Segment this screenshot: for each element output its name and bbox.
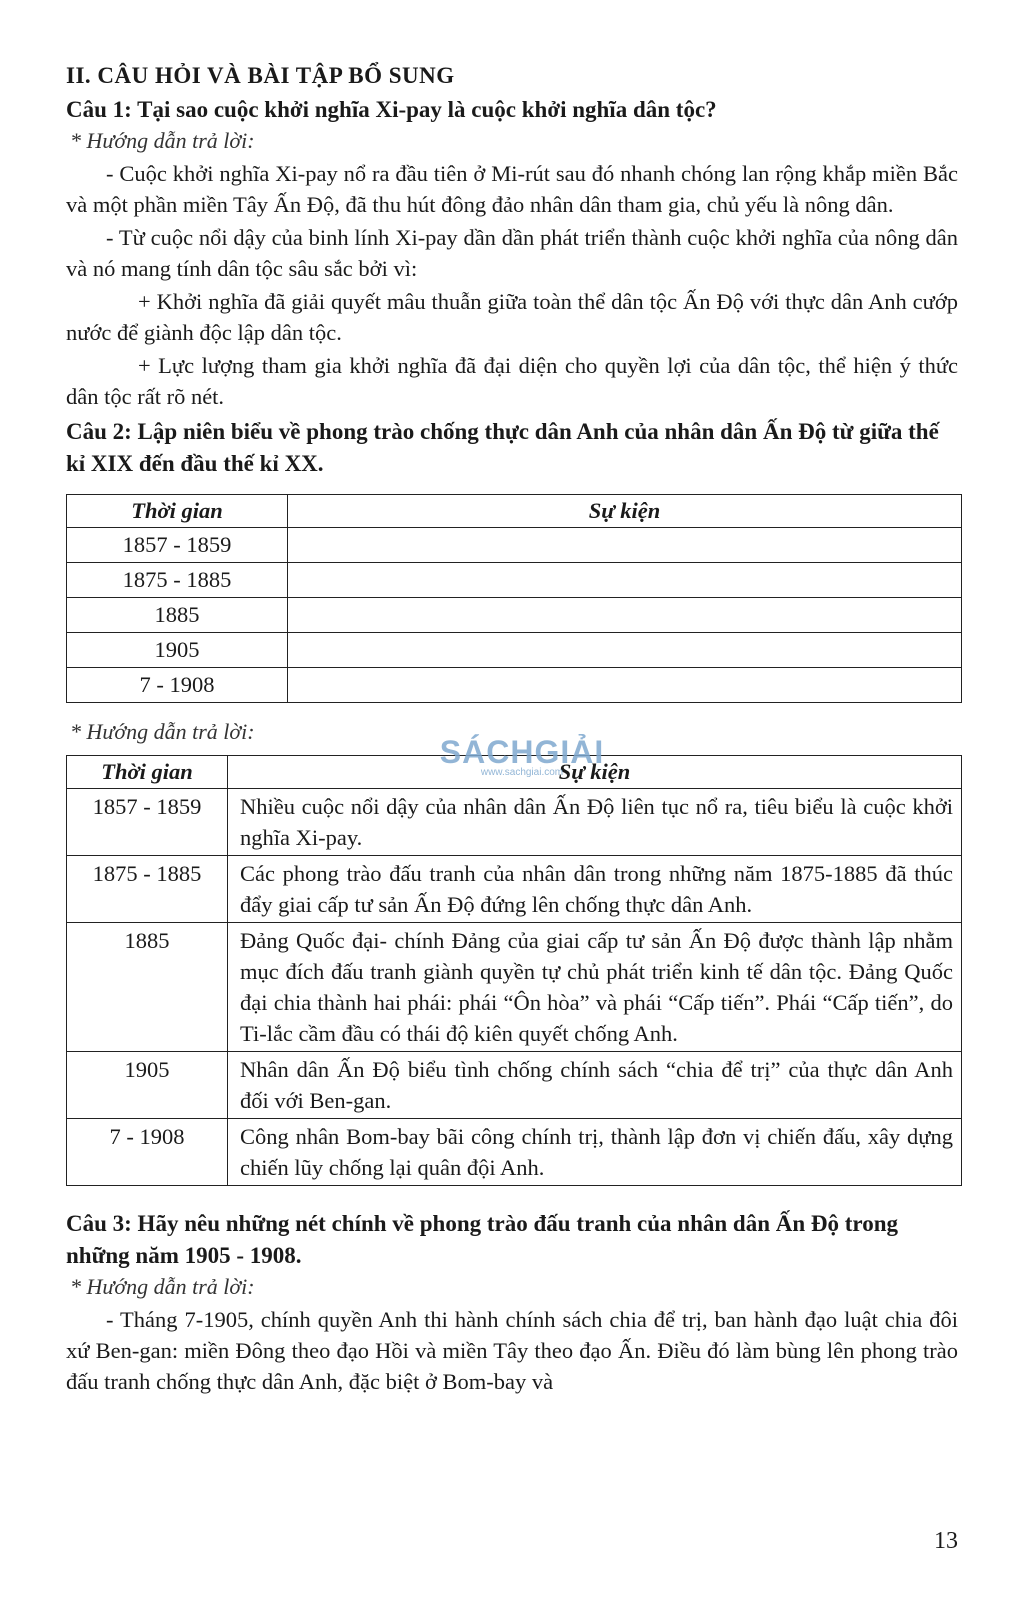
time-cell: 1875 - 1885 (67, 563, 288, 598)
time-cell: 1857 - 1859 (67, 528, 288, 563)
header-event: Sự kiện (228, 756, 962, 789)
question-2-title: Câu 2: Lập niên biểu về phong trào chống thực dân Anh của nhân dân Ấn Độ từ giữa thế kỉ XIX đến đầu thế kỉ XX. (66, 419, 939, 476)
table-row (67, 1119, 962, 1186)
question-1-paragraph: - Từ cuộc nổi dậy của binh lính Xi-pay dần dần phát triển thành cuộc khởi nghĩa của nông dân và nó mang tính dân tộc sâu sắc bởi vì: (66, 225, 958, 281)
question-3-title: Câu 3: Hãy nêu những nét chính về phong trào đấu tranh của nhân dân Ấn Độ trong những năm 1905 - 1908. (66, 1211, 898, 1268)
time-cell: 7 - 1908 (67, 1119, 228, 1186)
watermark-brand: SÁCHGIẢI (439, 734, 605, 770)
time-cell: 1885 (67, 923, 228, 1052)
answer-timeline-table (66, 755, 962, 1186)
time-cell: 1905 (67, 633, 288, 668)
table-row (67, 633, 962, 668)
blank-timeline-table (66, 494, 962, 703)
watermark-site: www.sachgiai.com (480, 767, 564, 778)
question-1-guide: * Hướng dẫn trả lời: (70, 128, 255, 153)
event-cell: Công nhân Bom-bay bãi công chính trị, thành lập đơn vị chiến đấu, xây dựng chiến lũy chống lại quân đội Anh. (228, 1119, 962, 1186)
event-cell: Nhân dân Ấn Độ biểu tình chống chính sách “chia để trị” của thực dân Anh đối với Ben-gan. (228, 1052, 962, 1119)
question-1-title: Câu 1: Tại sao cuộc khởi nghĩa Xi-pay là cuộc khởi nghĩa dân tộc? (66, 97, 717, 122)
question-2-guide: * Hướng dẫn trả lời: (70, 719, 255, 744)
header-time: Thời gian (67, 756, 228, 789)
section-title: II. CÂU HỎI VÀ BÀI TẬP BỔ SUNG (66, 63, 455, 88)
table-header-row (67, 495, 962, 528)
question-1-paragraph: + Khởi nghĩa đã giải quyết mâu thuẫn giữa toàn thể dân tộc Ấn Độ với thực dân Anh cướp nước để giành độc lập dân tộc. (66, 289, 958, 345)
table-row (67, 789, 962, 856)
table-row (67, 598, 962, 633)
event-cell-blank (288, 633, 962, 668)
question-3-paragraph: - Tháng 7-1905, chính quyền Anh thi hành chính sách chia để trị, ban hành đạo luật chia đôi xứ Ben-gan: miền Đông theo đạo Hồi và miền Tây theo đạo Ấn. Điều đó làm bùng lên phong trào đấu tranh chống thực dân Anh, đặc biệt ở Bom-bay và (66, 1307, 958, 1394)
question-1-paragraph: + Lực lượng tham gia khởi nghĩa đã đại diện cho quyền lợi của dân tộc, thể hiện ý thức dân tộc rất rõ nét. (66, 353, 958, 409)
time-cell: 7 - 1908 (67, 668, 288, 703)
table-row (67, 528, 962, 563)
time-cell: 1875 - 1885 (67, 856, 228, 923)
event-cell-blank (288, 668, 962, 703)
event-cell-blank (288, 528, 962, 563)
event-cell-blank (288, 598, 962, 633)
time-cell: 1905 (67, 1052, 228, 1119)
event-cell: Nhiều cuộc nổi dậy của nhân dân Ấn Độ liên tục nổ ra, tiêu biểu là cuộc khởi nghĩa Xi-pay. (228, 789, 962, 856)
page-number: 13 (934, 1528, 958, 1554)
question-3-guide: * Hướng dẫn trả lời: (70, 1274, 255, 1299)
table-row (67, 923, 962, 1052)
time-cell: 1857 - 1859 (67, 789, 228, 856)
header-time: Thời gian (67, 495, 288, 528)
event-cell-blank (288, 563, 962, 598)
table-row (67, 563, 962, 598)
event-cell: Đảng Quốc đại- chính Đảng của giai cấp tư sản Ấn Độ được thành lập nhằm mục đích đấu tranh giành quyền tự chủ phát triển kinh tế dân tộc. Đảng Quốc đại chia thành hai phái: phái “Ôn hòa” và phái “Cấp tiến”. Phái “Cấp tiến”, do Ti-lắc cầm đầu có thái độ kiên quyết chống Anh. (228, 923, 962, 1052)
table-row (67, 668, 962, 703)
question-1-paragraph: - Cuộc khởi nghĩa Xi-pay nổ ra đầu tiên ở Mi-rút sau đó nhanh chóng lan rộng khắp miền Bắc và một phần miền Tây Ấn Độ, đã thu hút đông đảo nhân dân tham gia, chủ yếu là nông dân. (66, 161, 958, 217)
table-header-row (67, 756, 962, 789)
table-row (67, 1052, 962, 1119)
event-cell: Các phong trào đấu tranh của nhân dân trong những năm 1875-1885 đã thúc đẩy giai cấp tư sản Ấn Độ đứng lên chống thực dân Anh. (228, 856, 962, 923)
header-event: Sự kiện (288, 495, 962, 528)
time-cell: 1885 (67, 598, 288, 633)
table-row (67, 856, 962, 923)
